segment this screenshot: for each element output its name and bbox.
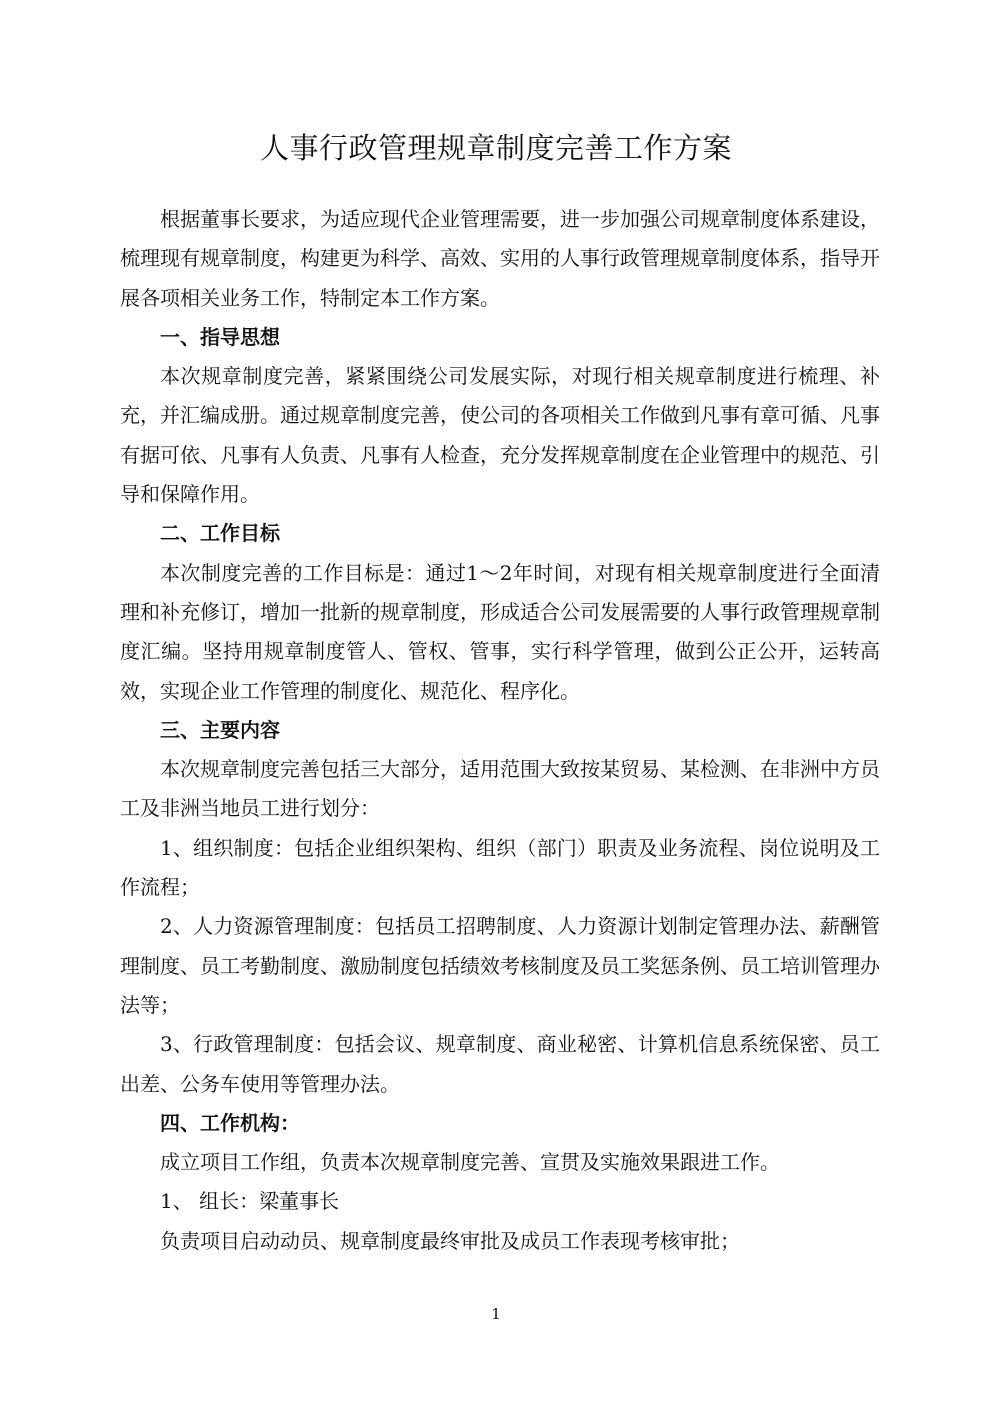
team-leader-duties-paragraph: 负责项目启动动员、规章制度最终审批及成员工作表现考核审批； [160, 1228, 740, 1253]
intro-paragraph: 根据董事长要求，为适应现代企业管理需要，进一步加强公司规章制度体系建设，梳理现有规章制度，构建更为科学、高效、实用的人事行政管理规章制度体系，指导开展各项相关业务工作，特制定本工作方案。 [120, 207, 880, 310]
list-item-admin-system: 3、行政管理制度：包括会议、规章制度、商业秘密、计算机信息系统保密、员工出差、公务车使用等管理办法。 [120, 1032, 880, 1096]
list-item-hr-system: 2、人力资源管理制度：包括员工招聘制度、人力资源计划制定管理办法、薪酬管理制度、员工考勤制度、激励制度包括绩效考核制度及员工奖惩条例、员工培训管理办法等； [120, 914, 880, 1017]
document-title: 人事行政管理规章制度完善工作方案 [259, 131, 732, 165]
work-organization-paragraph: 成立项目工作组，负责本次规章制度完善、宣贯及实施效果跟进工作。 [160, 1150, 780, 1175]
list-item-organization-system: 1、组织制度：包括企业组织架构、组织（部门）职责及业务流程、岗位说明及工作流程； [120, 835, 880, 900]
list-item-team-leader: 1、 组长：梁董事长 [160, 1189, 340, 1214]
main-content-paragraph: 本次规章制度完善包括三大部分，适用范围大致按某贸易、某检测、在非洲中方员工及非洲当地员工进行划分： [120, 757, 880, 821]
section-heading-work-goals: 二、工作目标 [160, 521, 280, 546]
section-heading-work-organization: 四、工作机构： [160, 1110, 300, 1135]
section-heading-main-content: 三、主要内容 [160, 717, 280, 742]
document-body [120, 200, 880, 1261]
work-goals-paragraph: 本次制度完善的工作目标是：通过1～2年时间，对现有相关规章制度进行全面清理和补充修订，增加一批新的规章制度，形成适合公司发展需要的人事行政管理规章制度汇编。坚持用规章制度管人、管权、管事，实行科学管理，做到公正公开，运转高效，实现企业工作管理的制度化、规范化、程序化。 [120, 560, 880, 703]
guiding-ideology-paragraph: 本次规章制度完善，紧紧围绕公司发展实际，对现行相关规章制度进行梳理、补充，并汇编成册。通过规章制度完善，使公司的各项相关工作做到凡事有章可循、凡事有据可依、凡事有人负责、凡事有人检查，充分发挥规章制度在企业管理中的规范、引导和保障作用。 [120, 364, 880, 507]
page-number: 1 [491, 1305, 501, 1323]
section-heading-guiding-ideology: 一、指导思想 [160, 324, 280, 349]
